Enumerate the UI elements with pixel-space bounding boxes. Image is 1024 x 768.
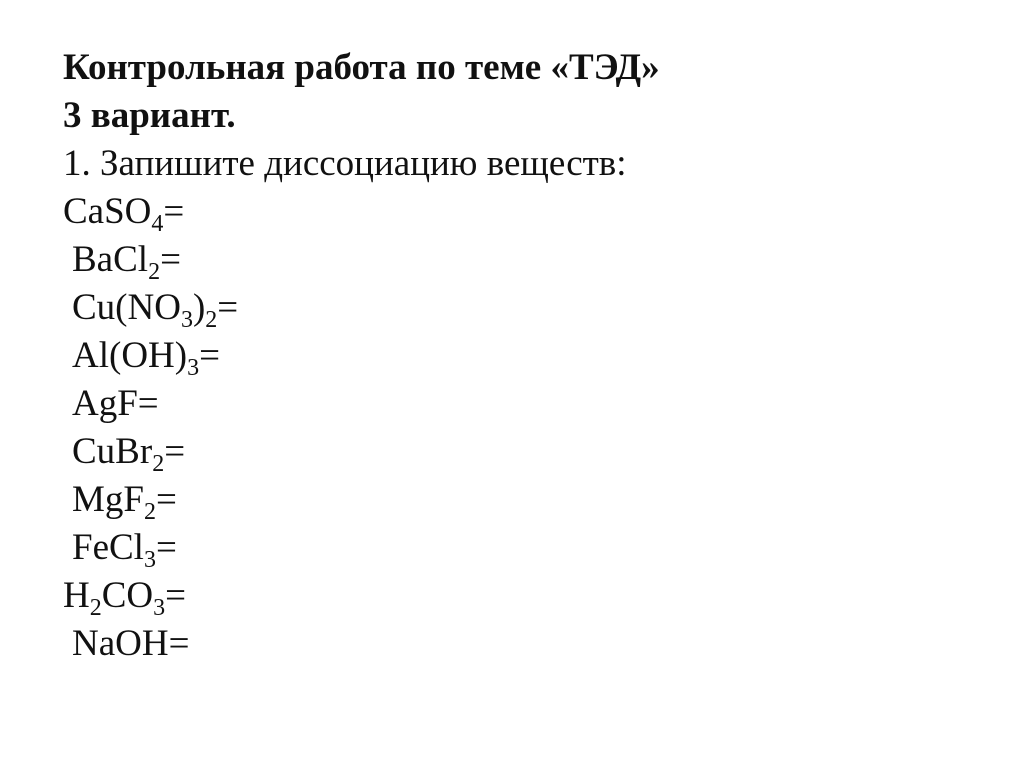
formula-text: ) [192,287,206,328]
formula-subscript: 2 [205,307,218,333]
formula-text: = [163,191,185,232]
formula-subscript: 3 [143,547,156,573]
formula-line [63,284,963,332]
formula-subscript: 3 [180,307,193,333]
variant-label: 3 вариант. [63,95,236,136]
formula-subscript: 2 [148,259,161,285]
formula-text: = [155,527,177,568]
worksheet-content [63,44,963,668]
formula-text: AgF= [72,383,159,424]
formula-line [63,572,963,620]
formula-text: CuBr [72,431,153,472]
formula-line [63,332,963,380]
formula-text: CO [101,575,154,616]
formula-text: = [217,287,239,328]
formula-text: = [165,575,187,616]
formula-subscript: 2 [143,499,156,525]
formula-text: BaCl [72,239,149,280]
formula-text: MgF [72,479,144,520]
formula-text: CaSO [63,191,152,232]
formula-line [63,188,963,236]
formula-text: H [63,575,90,616]
formula-text: NaOH= [72,623,190,664]
formula-text: FeCl [72,527,144,568]
formula-line [63,380,963,428]
formula-text: = [199,335,220,376]
formula-subscript: 3 [153,595,166,621]
worksheet-title: Контрольная работа по теме «ТЭД» [63,47,660,88]
formula-line [63,620,963,668]
formula-line [63,524,963,572]
formula-subscript: 3 [187,355,200,381]
formula-text: = [164,431,186,472]
formula-line [63,476,963,524]
formula-text: Al(OH) [72,335,188,376]
task-instruction: 1. Запишите диссоциацию веществ: [63,143,627,184]
formula-text: Cu(NO [72,287,181,328]
formula-line [63,236,963,284]
formula-subscript: 2 [152,451,165,477]
formula-text: = [160,239,181,280]
formula-subscript: 2 [89,595,102,621]
formula-list [63,188,963,668]
formula-line [63,428,963,476]
formula-subscript: 4 [151,211,164,237]
formula-text: = [155,479,177,520]
